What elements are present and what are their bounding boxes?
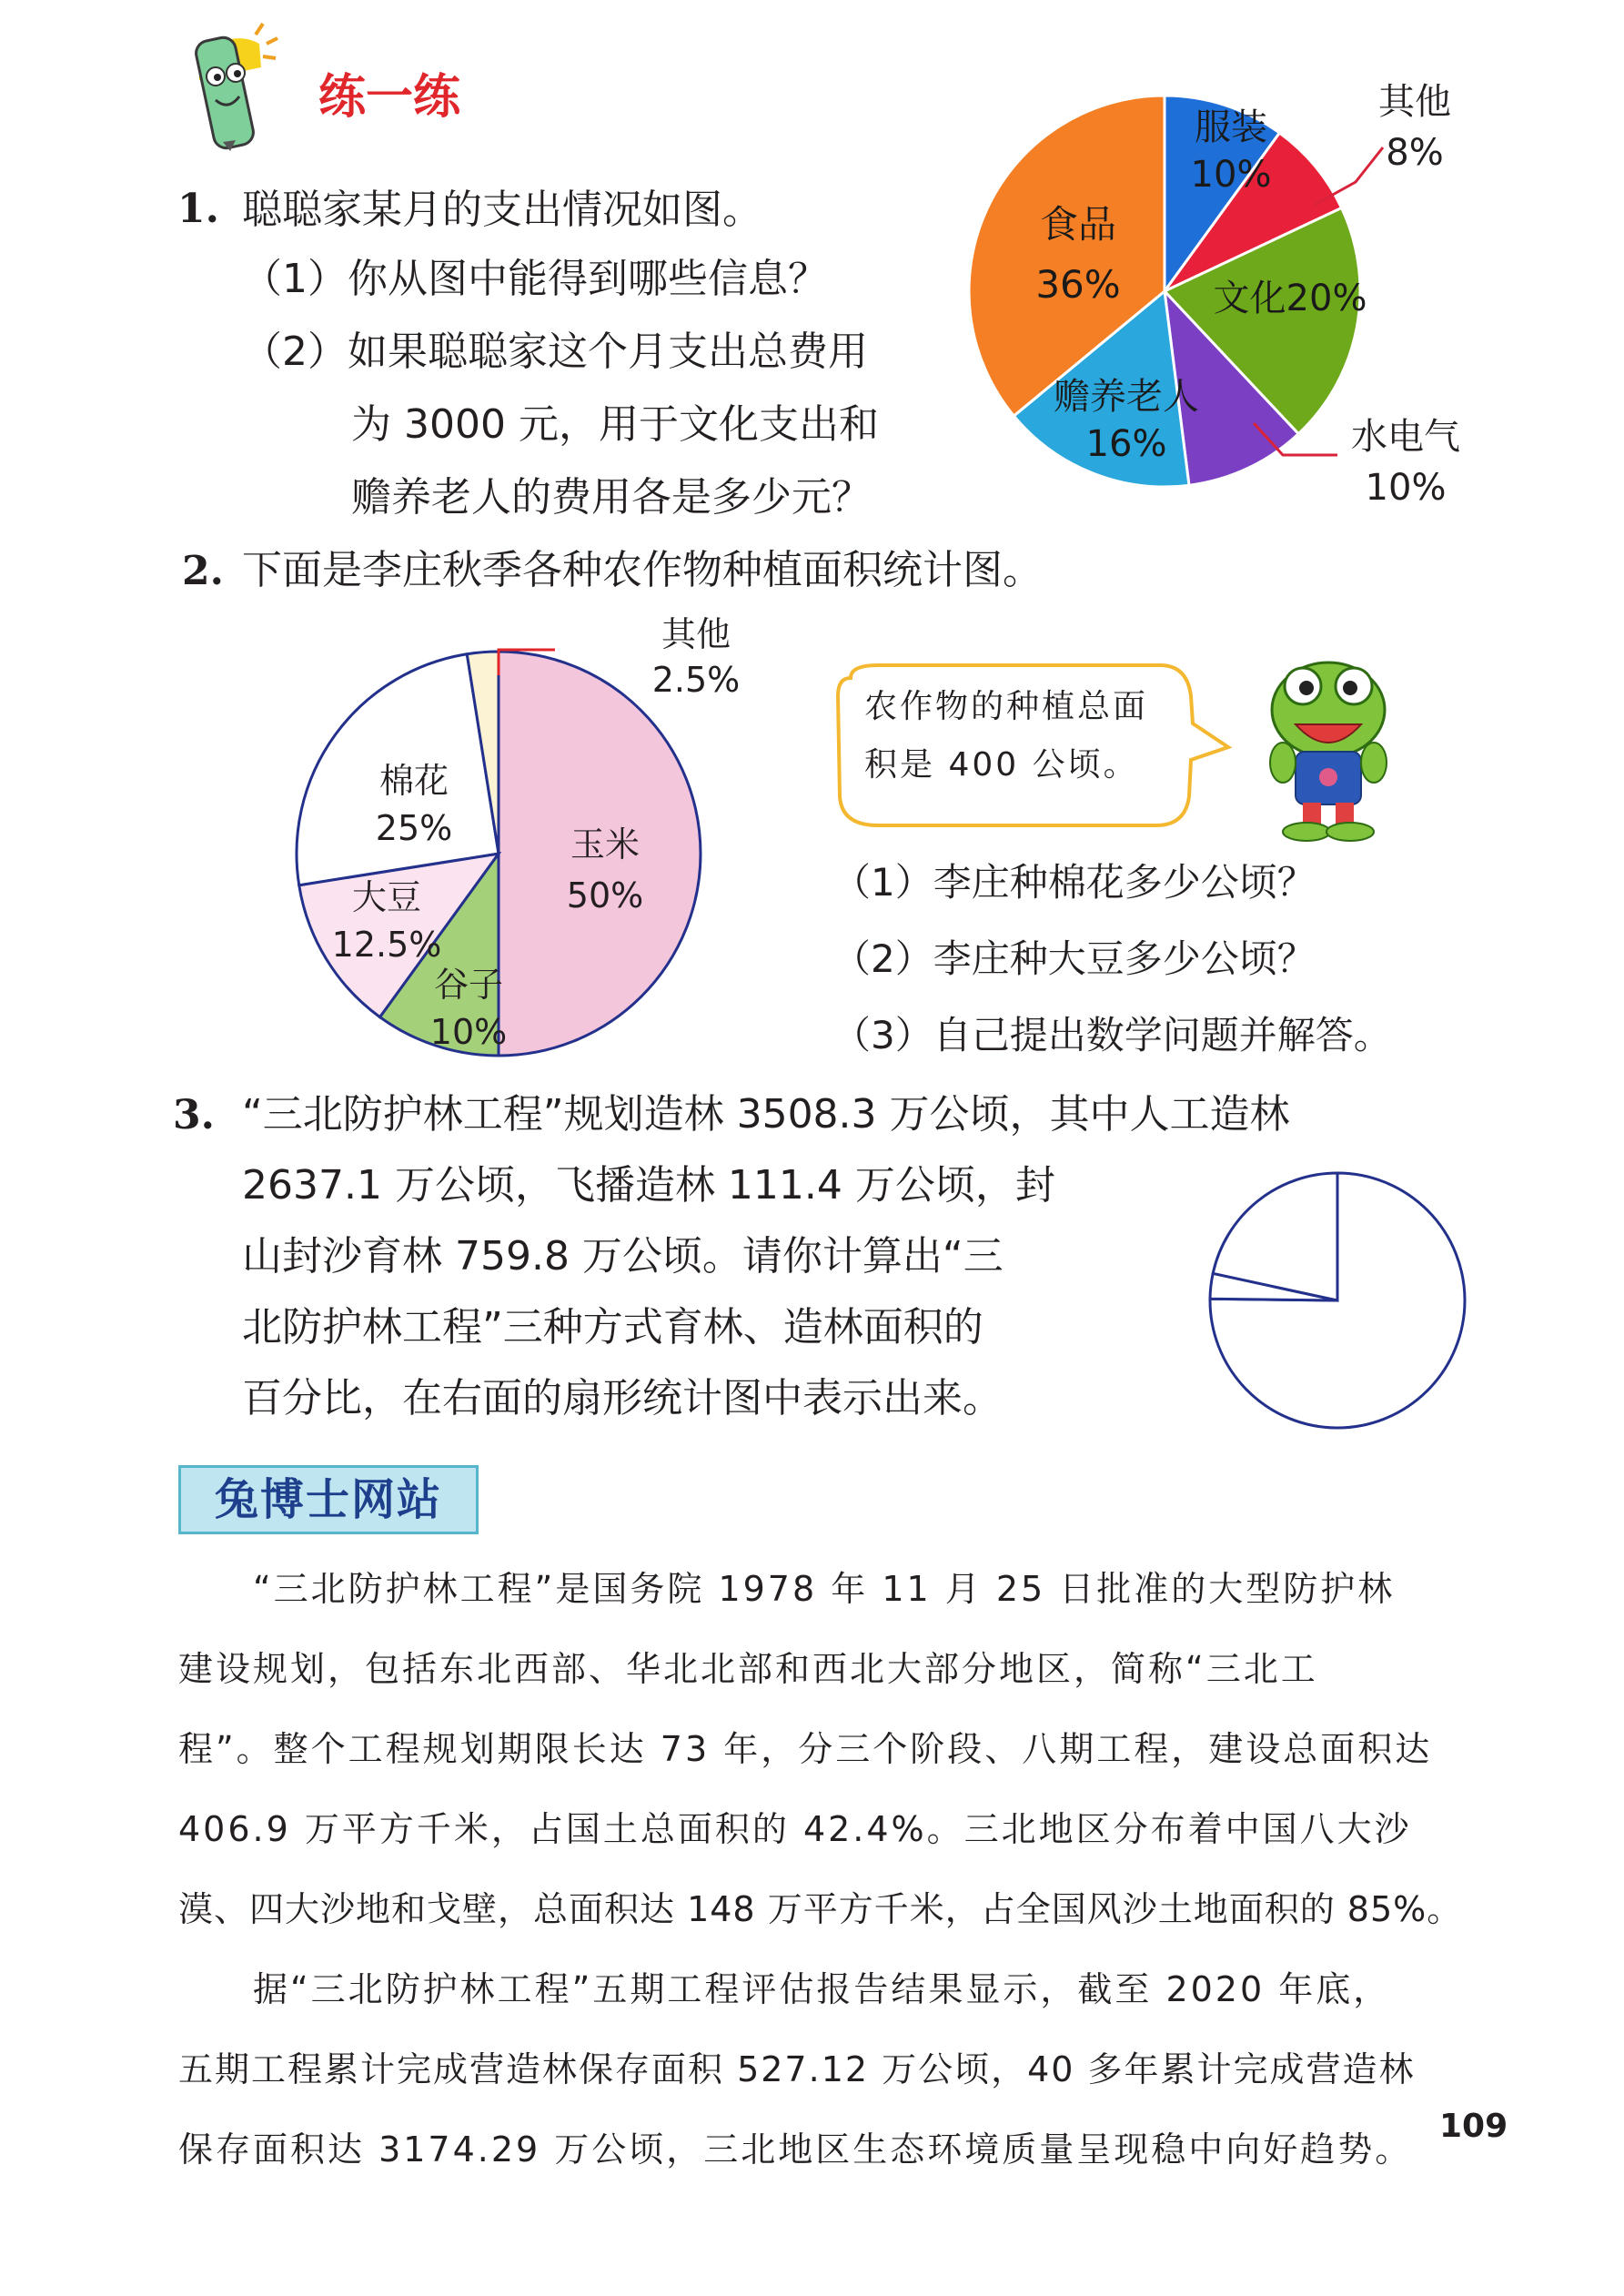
page-number: 109	[1439, 2108, 1508, 2145]
label-elderly-support: 赡养老人 16%	[1054, 376, 1199, 465]
label-other-expense: 其他 8%	[1378, 81, 1451, 174]
question-number-1: 1.	[177, 186, 219, 232]
q2-sub3: （3）自己提出数学问题并解答。	[832, 1013, 1392, 1057]
website-paragraph-2: 据“三北防护林工程”五期工程评估报告结果显示，截至 2020 年底， 五期工程累计完成营造林保存面积 527.12 万公顷，40 多年累计完成营造林 保存面积达 3174.29 万公顷，三北地区生态环境质量呈现稳中向好趋势。	[178, 1969, 1416, 2170]
label-corn: 玉米 50%	[566, 824, 644, 915]
section-title: 练一练	[318, 70, 461, 125]
label-culture: 文化20%	[1213, 278, 1367, 319]
website-title: 兔博士网站	[214, 1474, 442, 1525]
afforestation-blank-pie-chart	[1201, 1169, 1474, 1433]
q3-line1: “三北防护林工程”规划造林 3508.3 万公顷，其中人工造林	[242, 1091, 1290, 1138]
q1-sub2-line3: 赡养老人的费用各是多少元？	[351, 474, 872, 521]
bubble-line1: 农作物的种植总面	[864, 688, 1149, 725]
q3-line5: 百分比，在右面的扇形统计图中表示出来。	[242, 1375, 1003, 1421]
mascot-icon	[168, 16, 305, 153]
q1-stem: 聪聪家某月的支出情况如图。	[242, 187, 762, 233]
bubble-line2: 积是 400 公顷。	[864, 746, 1139, 784]
label-cotton: 棉花 25%	[375, 761, 453, 848]
q2-stem: 下面是李庄秋季各种农作物种植面积统计图。	[242, 547, 1043, 593]
q2-sub1: （1）李庄种棉花多少公顷？	[832, 860, 1316, 905]
question-number-2: 2.	[182, 548, 224, 594]
label-millet: 谷子 10%	[429, 965, 508, 1052]
q3-line2: 2637.1 万公顷，飞播造林 111.4 万公顷，封	[242, 1162, 1055, 1209]
question-number-3: 3.	[173, 1092, 215, 1138]
website-title-banner	[178, 1465, 479, 1534]
label-soybean: 大豆 12.5%	[331, 877, 442, 965]
label-crop-other: 其他 2.5%	[651, 614, 741, 700]
label-utilities: 水电气 10%	[1351, 416, 1460, 509]
frog-mascot-icon	[1256, 653, 1401, 845]
q1-sub1: （1）你从图中能得到哪些信息？	[242, 256, 828, 302]
q2-sub2: （2）李庄种大豆多少公顷？	[832, 936, 1316, 981]
website-paragraph-1: “三北防护林工程”是国务院 1978 年 11 月 25 日批准的大型防护林 建设规划，包括东北西部、华北北部和西北大部分地区，简称“三北工 程”。整个工程规划期限长达 73 年，分三个阶段、八期工程，建设总面积达 406.9 万平方千米，占国土总面积的 42.4%。三北地区分布着中国八大沙 漠、四大沙地和戈壁，总面积达 148 万平方千米，占全国风沙土地面积的 85%。	[178, 1569, 1463, 1929]
label-food: 食品 36%	[1035, 202, 1121, 307]
q1-sub2-line2: 为 3000 元，用于文化支出和	[351, 401, 879, 448]
q3-line3: 山封沙育林 759.8 万公顷。请你计算出“三	[242, 1233, 1004, 1279]
label-clothing: 服装 10%	[1190, 106, 1272, 196]
q1-sub2-line1: （2）如果聪聪家这个月支出总费用	[242, 329, 868, 375]
q3-line4: 北防护林工程”三种方式育林、造林面积的	[242, 1304, 983, 1350]
